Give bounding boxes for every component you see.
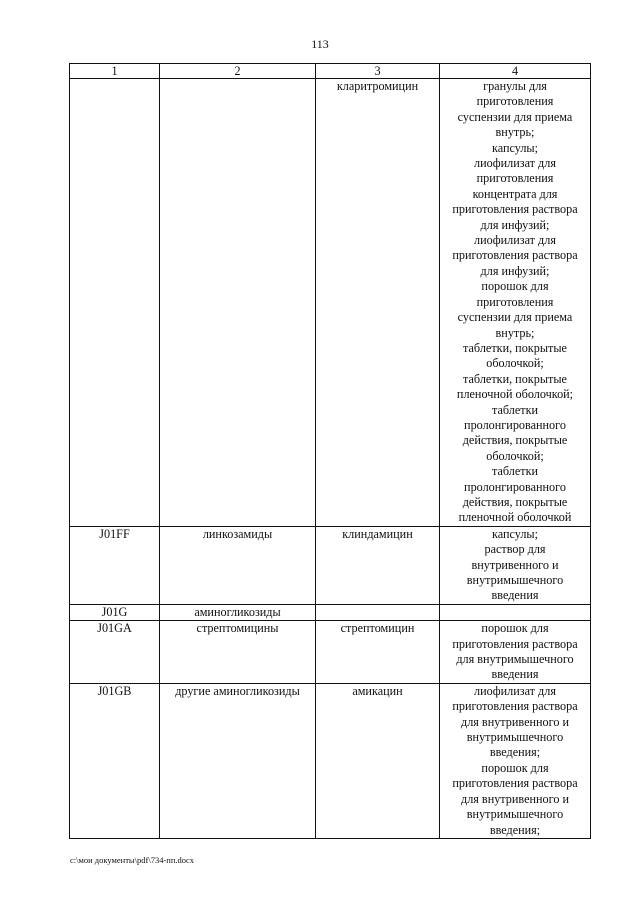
form-line: введения bbox=[491, 588, 539, 603]
group-cell bbox=[160, 79, 316, 527]
form-line: внутрь; bbox=[495, 125, 535, 140]
code-cell: J01FF bbox=[70, 526, 160, 604]
form-line: оболочкой; bbox=[486, 448, 544, 463]
forms-cell bbox=[440, 79, 591, 527]
form-line: приготовления раствора bbox=[452, 636, 578, 651]
form-line: действия, покрытые bbox=[462, 494, 568, 509]
table-header-row bbox=[70, 64, 591, 79]
form-line: лиофилизат для bbox=[474, 233, 556, 248]
form-line: действия, покрытые bbox=[462, 433, 568, 448]
form-line: для инфузий; bbox=[480, 217, 550, 232]
form-line: внутрь; bbox=[495, 325, 535, 340]
form-line: внутримышечного bbox=[466, 807, 564, 822]
header-cell-3: 3 bbox=[316, 64, 440, 79]
table-row bbox=[70, 604, 591, 620]
form-line: пролонгированного bbox=[464, 479, 566, 494]
form-line: приготовления раствора bbox=[452, 248, 578, 263]
drug-cell bbox=[316, 604, 440, 620]
form-line: приготовления bbox=[476, 294, 554, 309]
forms-cell bbox=[440, 683, 591, 838]
code-cell: J01G bbox=[70, 604, 160, 620]
form-line: порошок для bbox=[481, 279, 549, 294]
form-line: внутривенного и bbox=[471, 557, 559, 572]
forms-cell bbox=[440, 604, 591, 620]
group-cell: линкозамиды bbox=[160, 526, 316, 604]
form-line: пленочной оболочкой; bbox=[456, 387, 574, 402]
form-line: лиофилизат для bbox=[474, 156, 556, 171]
drug-cell: клиндамицин bbox=[316, 526, 440, 604]
form-line: приготовления раствора bbox=[452, 776, 578, 791]
forms-cell bbox=[440, 526, 591, 604]
forms-cell bbox=[440, 621, 591, 684]
table-row bbox=[70, 683, 591, 838]
form-line: оболочкой; bbox=[486, 356, 544, 371]
form-line: лиофилизат для bbox=[474, 683, 556, 698]
group-cell: другие аминогликозиды bbox=[160, 683, 316, 838]
drug-cell: амикацин bbox=[316, 683, 440, 838]
form-line: капсулы; bbox=[492, 140, 538, 155]
form-line: для инфузий; bbox=[480, 263, 550, 278]
page-number: 113 bbox=[311, 37, 329, 51]
form-line: таблетки bbox=[491, 402, 539, 417]
medication-table bbox=[69, 63, 591, 839]
group-cell: аминогликозиды bbox=[160, 604, 316, 620]
table-row bbox=[70, 526, 591, 604]
form-line: порошок для bbox=[481, 621, 549, 636]
form-line: приготовления раствора bbox=[452, 202, 578, 217]
form-line: порошок для bbox=[481, 760, 549, 775]
header-cell-4: 4 bbox=[440, 64, 591, 79]
form-line: таблетки, покрытые bbox=[463, 340, 567, 355]
drug-cell: кларитромицин bbox=[316, 79, 440, 527]
form-line: введения bbox=[491, 667, 539, 682]
form-line: раствор для bbox=[484, 542, 546, 557]
table-row bbox=[70, 79, 591, 527]
form-line: для внутримышечного bbox=[456, 652, 574, 667]
header-cell-2: 2 bbox=[160, 64, 316, 79]
form-line: капсулы; bbox=[492, 526, 538, 541]
code-cell: J01GA bbox=[70, 621, 160, 684]
form-line: внутримышечного bbox=[466, 730, 564, 745]
form-line: для внутривенного и bbox=[461, 714, 569, 729]
code-cell: J01GB bbox=[70, 683, 160, 838]
form-line: для внутривенного и bbox=[461, 791, 569, 806]
table-body bbox=[70, 79, 591, 839]
form-line: внутримышечного bbox=[466, 573, 564, 587]
form-line: суспензии для приема bbox=[457, 310, 573, 325]
drug-cell: стрептомицин bbox=[316, 621, 440, 684]
form-line: таблетки, покрытые bbox=[463, 371, 567, 386]
code-cell bbox=[70, 79, 160, 527]
form-line: гранулы для bbox=[483, 79, 547, 93]
form-line: приготовления раствора bbox=[452, 699, 578, 714]
header-cell-1: 1 bbox=[70, 64, 160, 79]
form-line: концентрата для bbox=[472, 186, 558, 201]
form-line: суспензии для приема bbox=[457, 109, 573, 124]
group-cell: стрептомицины bbox=[160, 621, 316, 684]
form-line: введения; bbox=[489, 745, 541, 760]
form-line: приготовления bbox=[476, 94, 554, 109]
form-line: таблетки bbox=[491, 464, 539, 479]
table-row bbox=[70, 621, 591, 684]
form-line: приготовления bbox=[476, 171, 554, 186]
footer-file-path: c:\мои документы\pdf\734-пп.docx bbox=[70, 855, 195, 865]
form-line: пролонгированного bbox=[464, 417, 566, 432]
form-line: введения; bbox=[489, 822, 541, 837]
form-line: пленочной оболочкой bbox=[458, 510, 572, 525]
